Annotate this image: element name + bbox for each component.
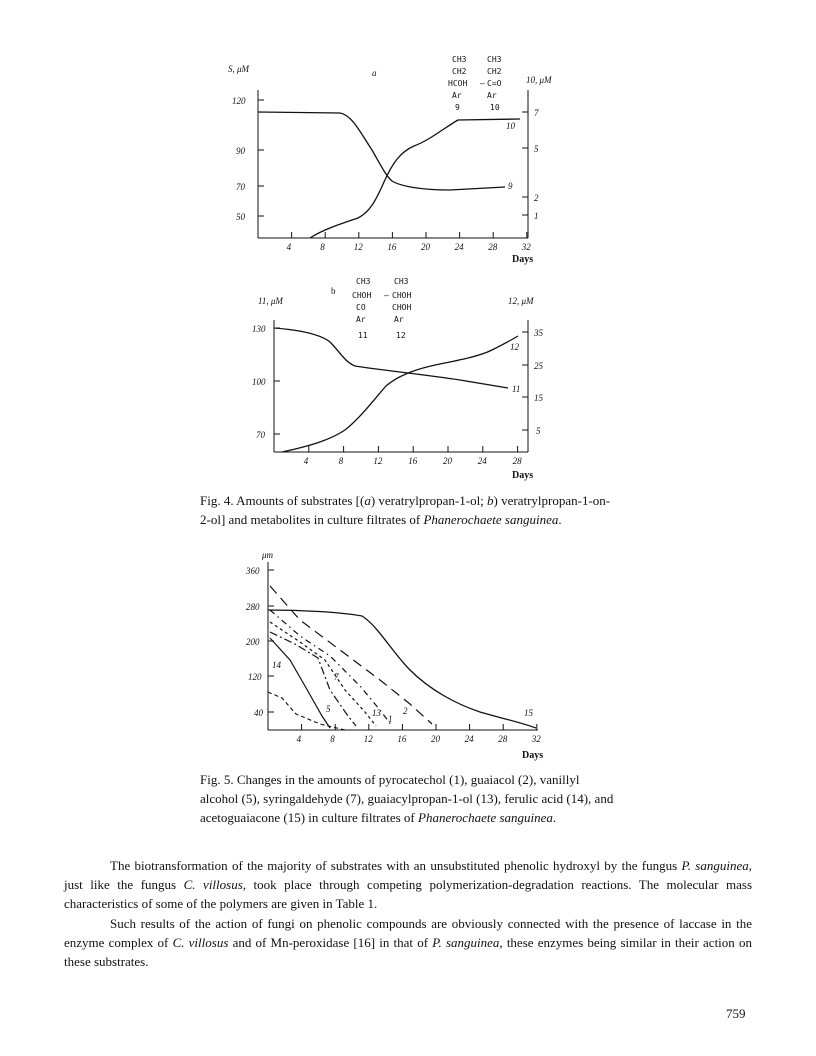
fig4b-ytick: 70	[256, 430, 265, 440]
fig5-series-2-line	[270, 586, 432, 724]
fig4-caption: Fig. 4. Amounts of substrates [(a) veratrylpropan-1-ol; b) veratrylpropan-1-on-2-ol] and metabolites in culture filtrates of Phanerochaete sanguinea.	[200, 493, 611, 527]
x-tick-label: 24	[454, 242, 464, 252]
fig4a-panel-letter: a	[372, 68, 377, 78]
svg-text:Ar: Ar	[394, 315, 404, 324]
fig4a-series-9-line	[258, 112, 505, 190]
x-tick-label: 16	[397, 734, 407, 744]
fig4a-ytick-right: 1	[534, 211, 539, 221]
svg-text:CH3: CH3	[394, 277, 409, 286]
fig4a-ytick: 120	[232, 96, 246, 106]
x-tick-label: 20	[431, 734, 440, 744]
fig5-y-axis-label: μm	[262, 550, 274, 560]
svg-text:Ar: Ar	[356, 315, 366, 324]
svg-text:10: 10	[490, 103, 500, 112]
svg-text:12: 12	[396, 331, 406, 340]
svg-text:CHOH: CHOH	[392, 291, 412, 300]
svg-text:C=O: C=O	[487, 79, 502, 88]
fig5-series-15-line	[268, 610, 536, 728]
x-tick-label: 12	[373, 456, 383, 466]
fig4a-x-axis-title: Days	[512, 254, 534, 265]
fig4a-structure-left	[448, 55, 467, 112]
fig4a-ytick: 50	[236, 212, 245, 222]
fig5-series-label: 15	[524, 708, 533, 718]
svg-text:Ar: Ar	[487, 91, 497, 100]
body-paragraph-1: The biotransformation of the majority of substrates with an unsubstituted phenolic hydroxyl by the fungus P. sanguinea, just like the fungus C. villosus, took place through competing polymerization-degradation reactions. The molecular mass characteristics of some of the polymers are given in Table 1.	[64, 858, 753, 911]
fig5-series-14-line	[270, 638, 330, 728]
fig4b-series-label: 12	[510, 342, 519, 352]
fig5-ytick: 360	[246, 566, 260, 576]
fig4b-ytick: 130	[252, 324, 266, 334]
fig4b-right-axis-label: 12, μM	[508, 296, 534, 306]
fig4a-structure-right	[487, 55, 502, 112]
fig4a-right-axis-label: 10, μM	[526, 75, 552, 85]
svg-text:CH2: CH2	[487, 67, 502, 76]
body-paragraph-2: Such results of the action of fungi on phenolic compounds are obviously connected with the presence of laccase in the enzyme complex of C. villosus and of Mn-peroxidase [16] in that of P. sanguinea, these enzymes being similar in their action on these substrates.	[64, 916, 752, 969]
fig5-series-label: 5	[326, 704, 331, 714]
fig5-series-label: 14	[272, 660, 281, 670]
fig5-ytick: 120	[248, 672, 262, 682]
fig4a-ytick-right: 7	[534, 108, 539, 118]
x-tick-label: 24	[464, 734, 474, 744]
x-tick-label: 28	[498, 734, 508, 744]
x-tick-label: 20	[443, 456, 452, 466]
x-tick-label: 16	[387, 242, 397, 252]
fig4b-ytick-right: 35	[534, 328, 543, 338]
fig4b-reaction-arrow: —	[384, 291, 389, 300]
fig5-ytick: 200	[246, 637, 260, 647]
x-tick-label: 32	[531, 734, 541, 744]
x-tick-label: 4	[286, 242, 292, 252]
svg-text:CHOH: CHOH	[352, 291, 372, 300]
fig4a-series-10-line	[310, 119, 520, 238]
fig5-caption: Fig. 5. Changes in the amounts of pyrocatechol (1), guaiacol (2), vanillyl alcohol (5), syringaldehyde (7), guaiacylpropan-1-ol (13), ferulic acid (14), and acetoguaiacone (15) in culture filtrates of Phanerochaete sanguinea.	[200, 772, 614, 825]
svg-text:CHOH: CHOH	[392, 303, 412, 312]
fig4a-chart	[0, 0, 816, 270]
fig4b-chart	[0, 270, 816, 485]
x-tick-label: 28	[512, 456, 522, 466]
x-tick-label: 32	[521, 242, 531, 252]
fig5-series-1-line	[270, 622, 376, 726]
fig5-series-label: 13	[372, 708, 381, 718]
fig5-series-label: 2	[403, 706, 408, 716]
fig4b-series-12-line	[282, 336, 521, 452]
fig4a-left-axis-label: S, μM	[228, 64, 250, 74]
x-tick-label: 12	[363, 734, 373, 744]
fig4a-ytick-right: 2	[534, 193, 539, 203]
x-tick-label: 4	[296, 734, 302, 744]
fig4b-ytick-right: 5	[536, 426, 541, 436]
fig5-chart	[0, 540, 816, 770]
fig4a-ytick: 90	[236, 146, 245, 156]
fig4a-series-label: 9	[508, 181, 513, 191]
x-tick-label: 8	[338, 456, 344, 466]
fig4b-series-11-line	[274, 328, 508, 388]
x-tick-label: 16	[408, 456, 418, 466]
svg-text:CH2: CH2	[452, 67, 467, 76]
svg-text:CH3: CH3	[487, 55, 502, 64]
fig4a-ytick-right: 5	[534, 144, 539, 154]
fig5-series-7-line	[270, 632, 356, 726]
svg-text:CO: CO	[356, 303, 366, 312]
fig4b-ytick-right: 25	[534, 361, 543, 371]
fig5-ytick: 40	[254, 708, 263, 718]
fig4b-left-axis-label: 11, μM	[258, 296, 283, 306]
svg-text:HCOH: HCOH	[448, 79, 468, 88]
fig4a-series-label: 10	[506, 121, 515, 131]
fig4a-reaction-arrow: —	[480, 79, 485, 88]
fig5-series-5-line	[268, 692, 345, 730]
x-tick-label: 12	[353, 242, 363, 252]
fig4b-structure-right	[392, 277, 411, 340]
page-number: 759	[726, 1006, 746, 1021]
svg-text:Ar: Ar	[452, 91, 462, 100]
x-tick-label: 8	[320, 242, 325, 252]
fig4b-series-label: 11	[512, 384, 521, 394]
fig5-series-label: 1	[388, 714, 393, 724]
svg-text:CH3: CH3	[452, 55, 467, 64]
fig4b-panel-letter: b	[331, 286, 336, 296]
fig4b-ytick: 100	[252, 377, 266, 387]
fig4b-ytick-right: 15	[534, 393, 543, 403]
x-tick-label: 20	[421, 242, 430, 252]
svg-text:CH3: CH3	[356, 277, 371, 286]
fig4b-x-axis-title: Days	[512, 470, 534, 481]
fig5-ytick: 280	[246, 602, 260, 612]
fig5-x-axis-title: Days	[522, 750, 544, 761]
svg-text:9: 9	[455, 103, 460, 112]
x-tick-label: 28	[488, 242, 498, 252]
svg-text:11: 11	[358, 331, 368, 340]
x-tick-label: 4	[303, 456, 309, 466]
x-tick-label: 24	[477, 456, 487, 466]
fig4a-ytick: 70	[236, 182, 245, 192]
fig4b-structure-left	[352, 277, 371, 340]
x-tick-label: 8	[330, 734, 335, 744]
fig5-series-label: 7	[334, 672, 339, 682]
